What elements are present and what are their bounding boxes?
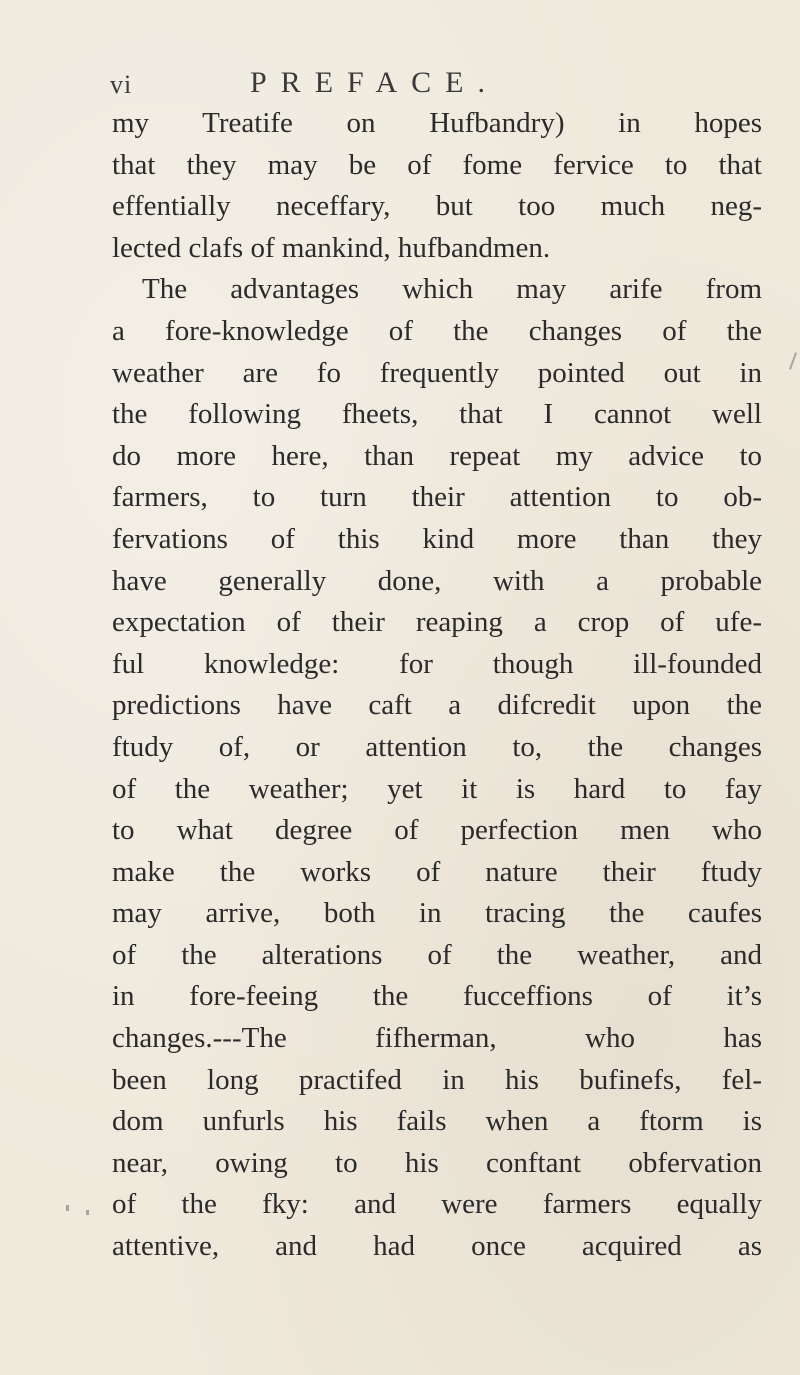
text-line: effentially neceffary, but too much neg-	[112, 190, 762, 223]
margin-speck	[66, 1205, 69, 1211]
text-line: ful knowledge: for though ill-founded	[112, 647, 762, 680]
text-line: have generally done, with a probable	[112, 564, 762, 597]
text-line: predictions have caft a difcredit upon the	[112, 689, 762, 722]
text-line: The advantages which may arife from	[142, 273, 762, 306]
text-line: expectation of their reaping a crop of ufe-	[112, 606, 762, 639]
text-line: may arrive, both in tracing the caufes	[112, 897, 762, 930]
text-line: near, owing to his conftant obfervation	[112, 1146, 762, 1179]
text-line: been long practifed in his bufinefs, fel-	[112, 1063, 762, 1096]
text-line: attentive, and had once acquired as	[112, 1230, 762, 1263]
text-line: fervations of this kind more than they	[112, 522, 762, 555]
text-line: weather are fo frequently pointed out in	[112, 356, 762, 389]
text-line: in fore-feeing the fucceffions of it’s	[112, 980, 762, 1013]
text-line: of the weather; yet it is hard to fay	[112, 772, 762, 805]
running-head: PREFACE.	[250, 66, 499, 99]
text-line: of the alterations of the weather, and	[112, 938, 762, 971]
text-line: the following fheets, that I cannot well	[112, 398, 762, 431]
text-line: farmers, to turn their attention to ob-	[112, 481, 762, 514]
text-line: to what degree of perfection men who	[112, 814, 762, 847]
page-number: vi	[110, 70, 133, 99]
text-line: that they may be of fome fervice to that	[112, 148, 762, 181]
text-line: do more here, than repeat my advice to	[112, 439, 762, 472]
body-text	[112, 103, 762, 1268]
page-header	[110, 66, 720, 106]
text-line: make the works of nature their ftudy	[112, 855, 762, 888]
text-line: my Treatife on Hufbandry) in hopes	[112, 107, 762, 139]
text-line: of the fky: and were farmers equally	[112, 1188, 762, 1221]
text-line: dom unfurls his fails when a ftorm is	[112, 1105, 762, 1138]
margin-speck	[789, 352, 797, 370]
text-line: ftudy of, or attention to, the changes	[112, 730, 762, 763]
text-line: changes.---The fifherman, who has	[112, 1022, 762, 1055]
text-line: lected clafs of mankind, hufbandmen.	[112, 231, 551, 264]
margin-speck	[86, 1210, 89, 1215]
text-line: a fore-knowledge of the changes of the	[112, 314, 762, 347]
